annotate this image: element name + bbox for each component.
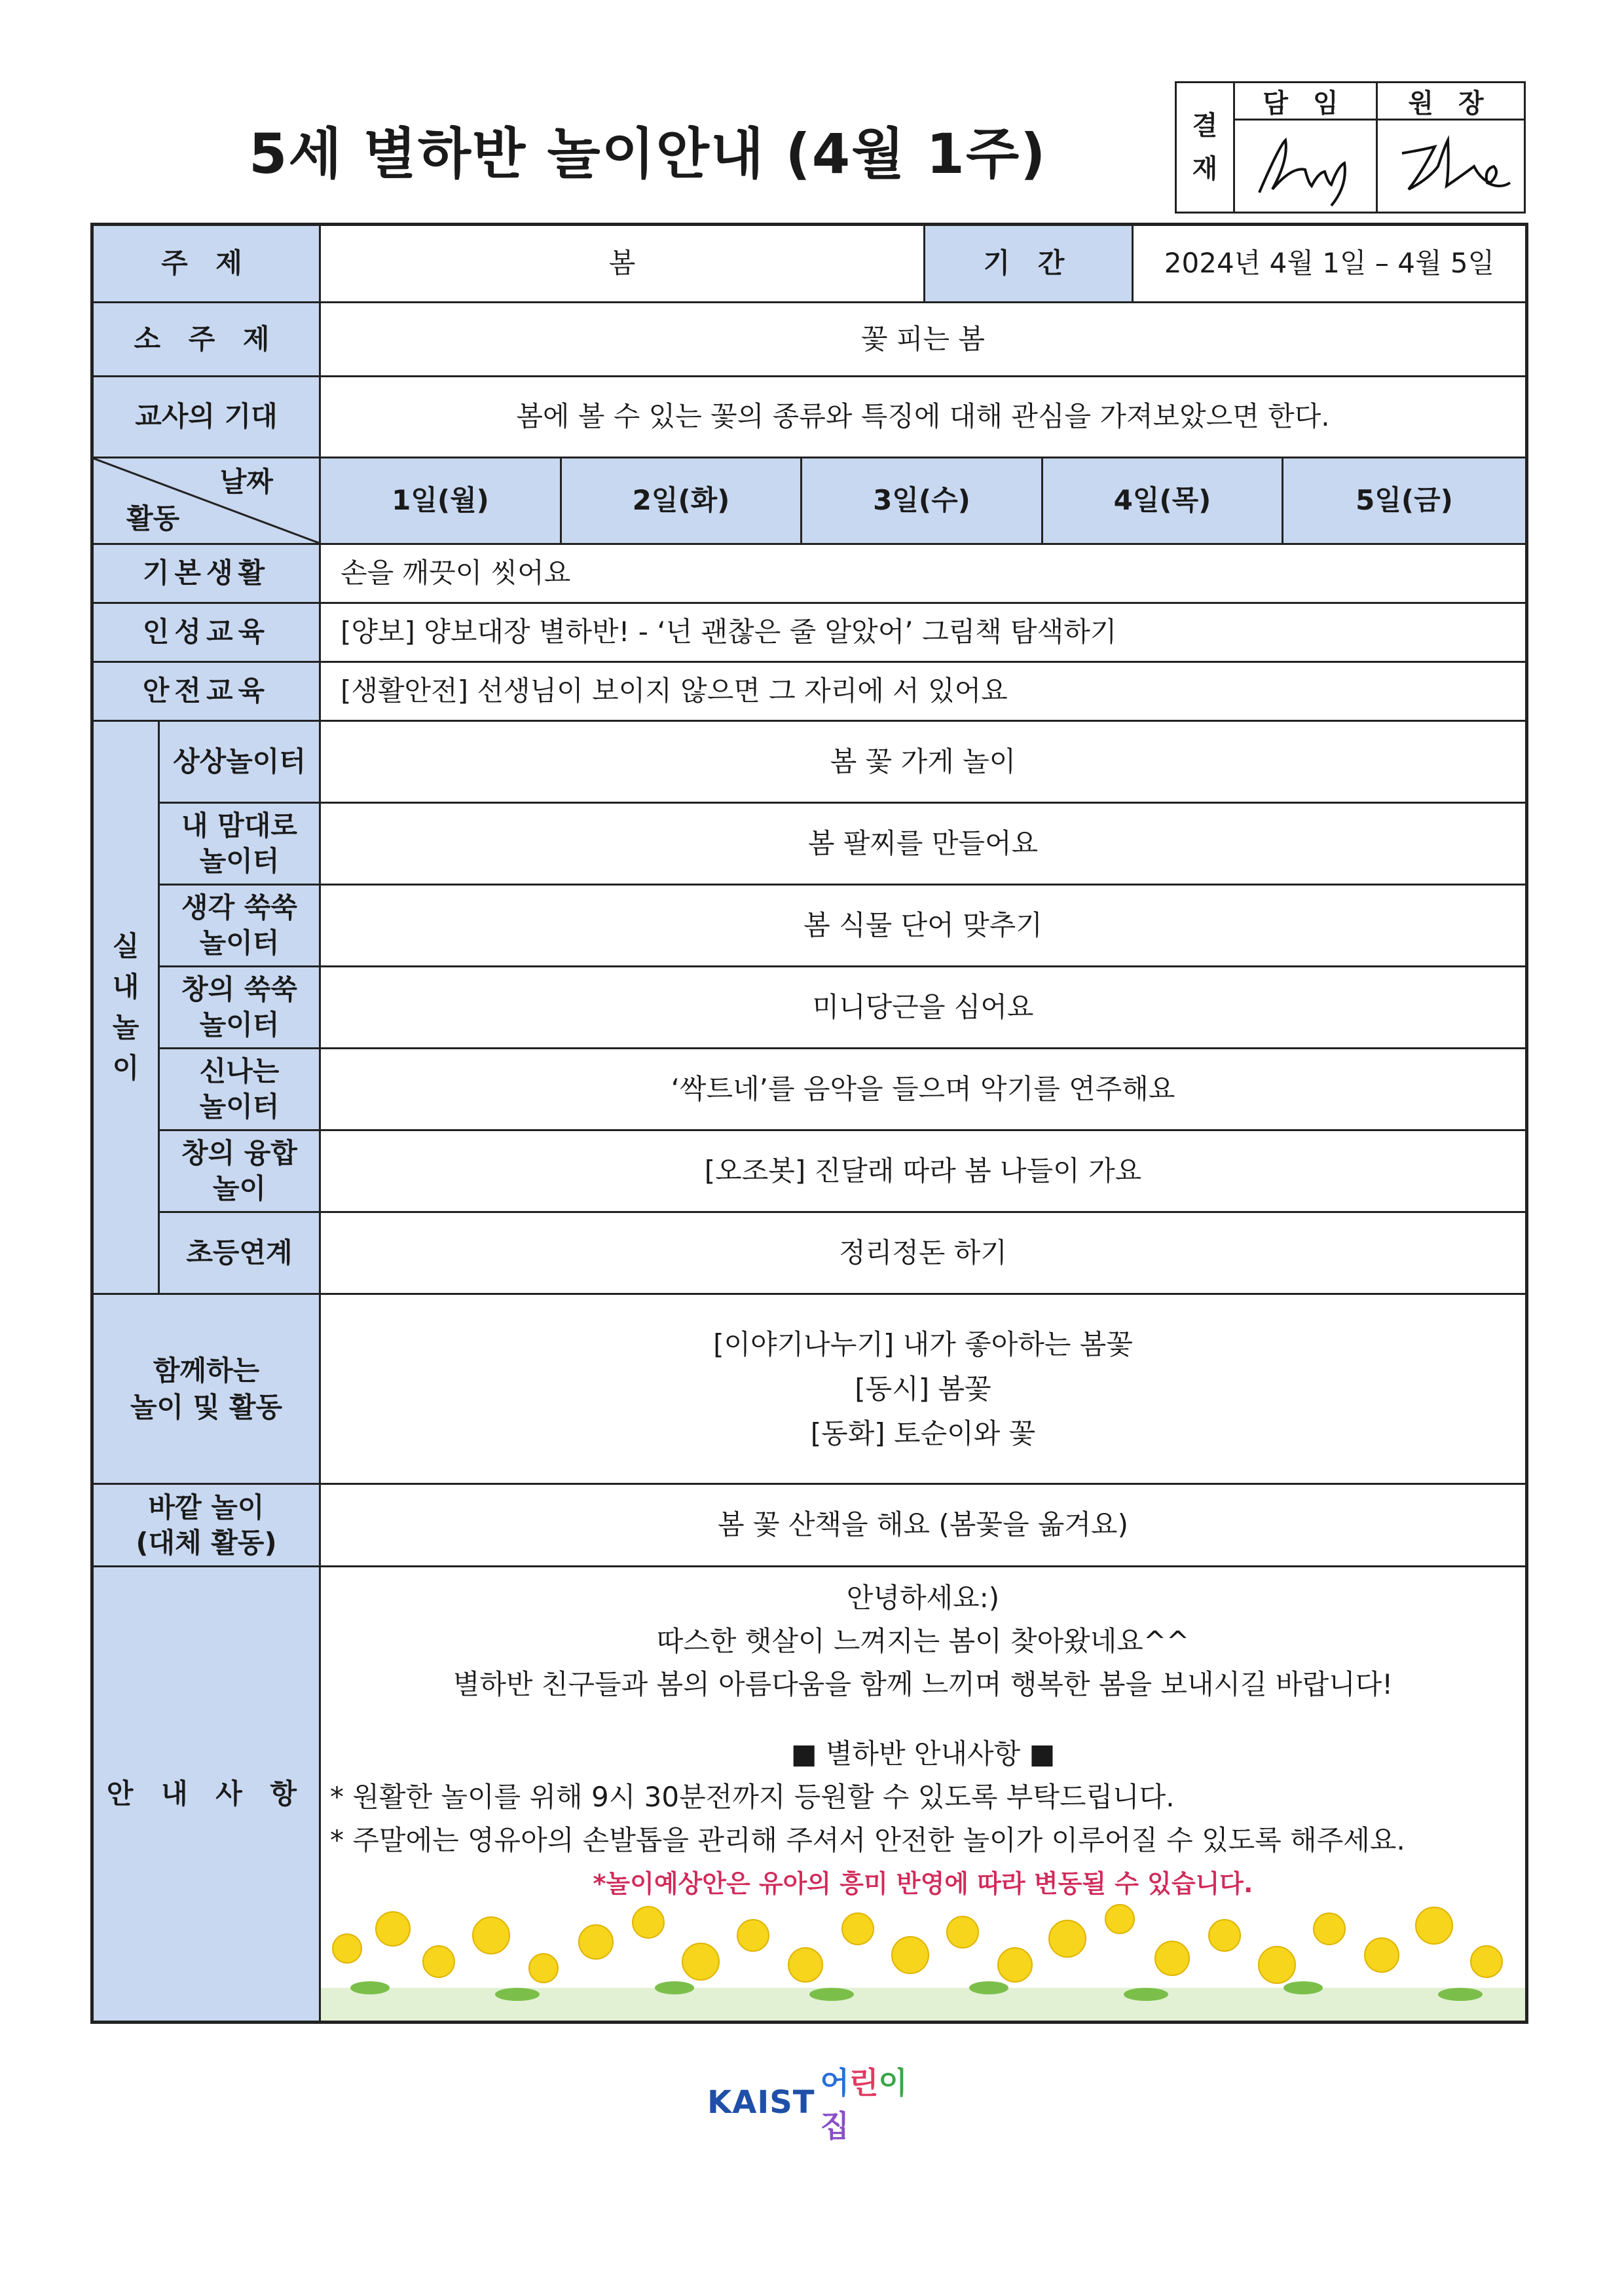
day-header: 4일(목) [1043, 458, 1283, 545]
indoor-row-value: 봄 식물 단어 맞추기 [321, 886, 1525, 967]
indoor-row-label: 창의 쑥쑥 놀이터 [160, 967, 321, 1049]
notice-content [321, 1567, 1525, 2021]
expectation-label: 교사의 기대 [94, 377, 321, 458]
activity-table [90, 223, 1528, 2024]
greeting-line: 별하반 친구들과 봄의 아름다움을 함께 느끼며 행복한 봄을 보내시길 바랍니다! [452, 1668, 1393, 1700]
day-header: 1일(월) [321, 458, 562, 545]
character-value: [양보] 양보대장 별하반! - ‘넌 괜찮은 줄 알았어’ 그림책 탐색하기 [321, 604, 1525, 663]
greeting-line: 안녕하세요:) [846, 1582, 1000, 1614]
indoor-row-label: 초등연계 [160, 1213, 321, 1295]
logo-brand: KAIST [707, 2084, 815, 2121]
theme-value: 봄 [321, 226, 925, 303]
together-item: [동화] 토순이와 꽃 [810, 1417, 1036, 1449]
character-label: 인성교육 [94, 604, 321, 663]
date-label: 날짜 [219, 466, 273, 498]
outdoor-value: 봄 꽃 산책을 해요 (봄꽃을 옮겨요) [321, 1485, 1525, 1567]
logo-subtitle: 어린이집 [820, 2065, 908, 2144]
together-label: 함께하는 놀이 및 활동 [94, 1295, 321, 1485]
safety-value: [생활안전] 선생님이 보이지 않으면 그 자리에 서 있어요 [321, 663, 1525, 722]
director-signature [1376, 121, 1524, 212]
forsythia-flowers-decoration [321, 1890, 1525, 2021]
indoor-row-value: 봄 꽃 가게 놀이 [321, 722, 1525, 804]
expectation-value: 봄에 볼 수 있는 꽃의 종류와 특징에 대해 관심을 가져보았으면 한다. [321, 377, 1525, 458]
page-title: 5세 별하반 놀이안내 (4월 1주) [249, 122, 1047, 186]
approval-box [1175, 81, 1526, 214]
kaist-kindergarten-logo [707, 2065, 923, 2144]
basic-life-value: 손을 깨끗이 씻어요 [321, 545, 1525, 604]
day-header: 5일(금) [1283, 458, 1525, 545]
outdoor-label: 바깥 놀이 (대체 활동) [94, 1485, 321, 1567]
subtheme-value: 꽃 피는 봄 [321, 303, 1525, 377]
indoor-play-label: 실 내 놀 이 [94, 722, 160, 1295]
teacher-header: 담 임 [1233, 83, 1378, 121]
together-item: [이야기나누기] 내가 좋아하는 봄꽃 [713, 1328, 1133, 1360]
notice-label: 안 내 사 항 [94, 1567, 321, 2021]
director-header: 원 장 [1376, 83, 1524, 121]
teacher-signature [1233, 121, 1378, 212]
period-value: 2024년 4월 1일 – 4월 5일 [1134, 226, 1525, 303]
safety-label: 안전교육 [94, 663, 321, 722]
indoor-row-label: 창의 융합 놀이 [160, 1131, 321, 1213]
indoor-row-label: 생각 쑥쑥 놀이터 [160, 886, 321, 967]
activity-label: 활동 [126, 502, 180, 535]
notice-bullet: * 주말에는 영유아의 손발톱을 관리해 주셔서 안전한 놀이가 이루어질 수 있도록 해주세요. [330, 1824, 1405, 1856]
subtheme-label: 소 주 제 [94, 303, 321, 377]
indoor-row-value: 정리정돈 하기 [321, 1213, 1525, 1295]
notice-warning: *놀이예상안은 유아의 흥미 반영에 따라 변동될 수 있습니다. [593, 1869, 1253, 1898]
indoor-row-label: 내 맘대로 놀이터 [160, 804, 321, 886]
indoor-row-value: 미니당근을 심어요 [321, 967, 1525, 1049]
indoor-row-label: 상상놀이터 [160, 722, 321, 804]
together-item: [동시] 봄꽃 [855, 1372, 991, 1405]
date-activity-header [94, 458, 321, 545]
notice-bullet: * 원활한 놀이를 위해 9시 30분전까지 등원할 수 있도록 부탁드립니다. [330, 1781, 1175, 1813]
day-header: 3일(수) [802, 458, 1043, 545]
day-header: 2일(화) [562, 458, 802, 545]
basic-life-label: 기본생활 [94, 545, 321, 604]
period-label: 기 간 [925, 226, 1134, 303]
indoor-row-label: 신나는 놀이터 [160, 1049, 321, 1131]
indoor-row-value: 봄 팔찌를 만들어요 [321, 804, 1525, 886]
indoor-row-value: [오조봇] 진달래 따라 봄 나들이 가요 [321, 1131, 1525, 1213]
together-value [321, 1295, 1525, 1485]
indoor-row-value: ‘싹트네’를 음악을 들으며 악기를 연주해요 [321, 1049, 1525, 1131]
notice-heading: ■ 별하반 안내사항 ■ [790, 1738, 1056, 1770]
greeting-line: 따스한 햇살이 느껴지는 봄이 찾아왔네요^^ [656, 1625, 1190, 1657]
theme-label: 주 제 [94, 226, 321, 303]
approval-label: 결 재 [1177, 83, 1235, 212]
